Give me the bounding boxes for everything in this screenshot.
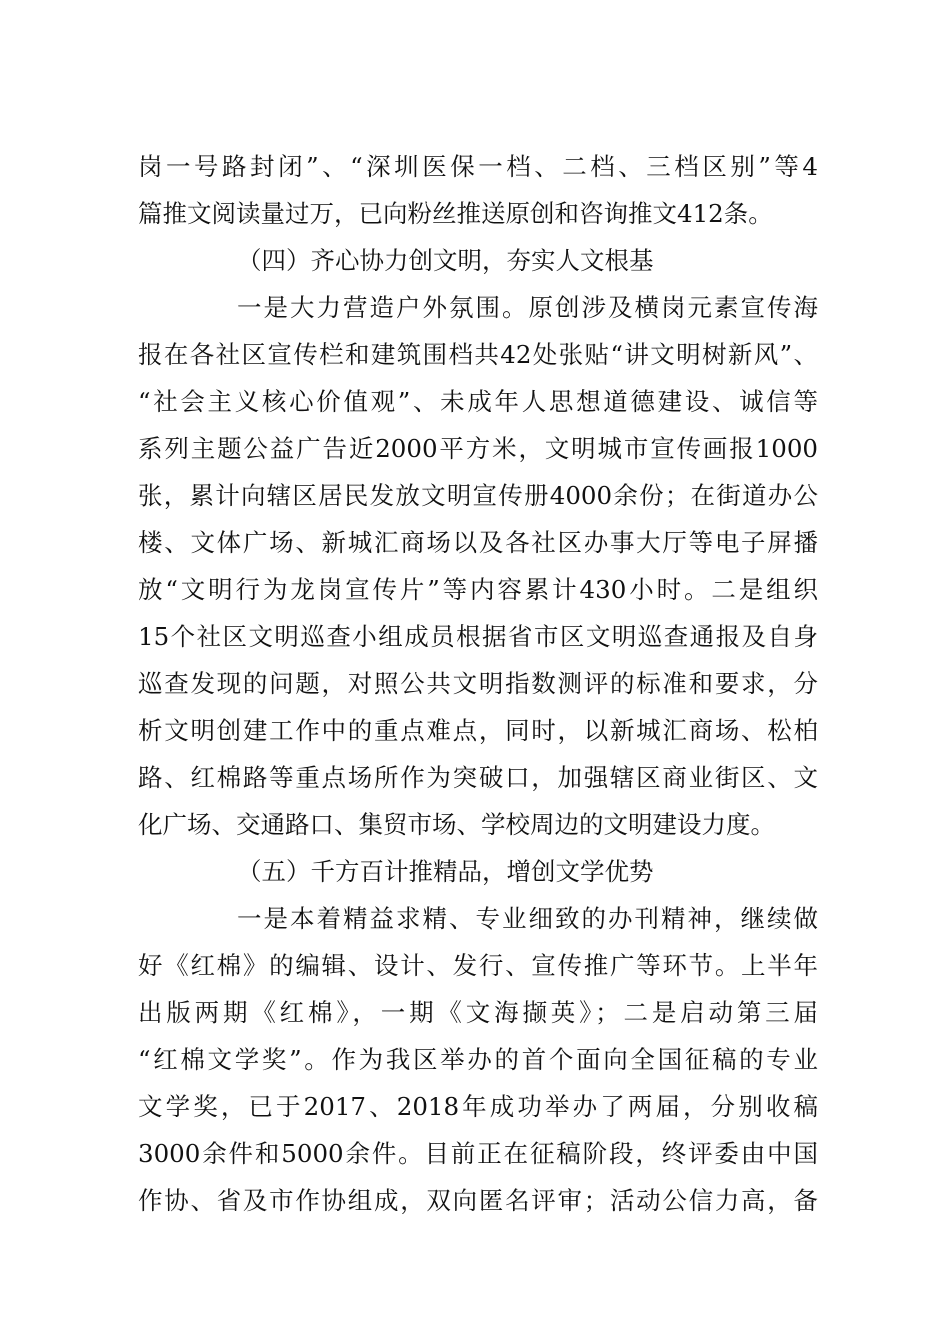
document-body bbox=[138, 143, 818, 1224]
body-line: 巡查发现的问题，对照公共文明指数测评的标准和要求，分 bbox=[138, 669, 818, 698]
body-line: 文学奖，已于2017、2018年成功举办了两届，分别收稿 bbox=[138, 1092, 818, 1121]
body-line: 路、红棉路等重点场所作为突破口，加强辖区商业街区、文 bbox=[138, 763, 818, 792]
body-line: 3000余件和5000余件。目前正在征稿阶段，终评委由中国 bbox=[138, 1139, 818, 1168]
section-heading-five: （五）千方百计推精品，增创文学优势 bbox=[237, 857, 654, 886]
body-line: 15个社区文明巡查小组成员根据省市区文明巡查通报及自身 bbox=[138, 622, 818, 651]
body-line: 放“文明行为龙岗宣传片”等内容累计430小时。二是组织 bbox=[138, 575, 818, 604]
paragraph-first-line: 一是大力营造户外氛围。原创涉及横岗元素宣传海 bbox=[237, 293, 818, 322]
paragraph-first-line: 一是本着精益求精、专业细致的办刊精神，继续做 bbox=[237, 904, 818, 933]
body-line: 好《红棉》的编辑、设计、发行、宣传推广等环节。上半年 bbox=[138, 951, 818, 980]
body-line: “社会主义核心价值观”、未成年人思想道德建设、诚信等 bbox=[138, 387, 818, 416]
body-line: 作协、省及市作协组成，双向匿名评审；活动公信力高，备 bbox=[138, 1186, 818, 1215]
body-line: 篇推文阅读量过万，已向粉丝推送原创和咨询推文412条。 bbox=[138, 199, 773, 228]
body-line: 化广场、交通路口、集贸市场、学校周边的文明建设力度。 bbox=[138, 810, 775, 839]
section-heading-four: （四）齐心协力创文明，夯实人文根基 bbox=[237, 246, 654, 275]
body-line: “红棉文学奖”。作为我区举办的首个面向全国征稿的专业 bbox=[138, 1045, 818, 1074]
body-line: 析文明创建工作中的重点难点，同时，以新城汇商场、松柏 bbox=[138, 716, 818, 745]
body-line: 系列主题公益广告近2000平方米，文明城市宣传画报1000 bbox=[138, 434, 818, 463]
body-line: 出版两期《红棉》，一期《文海撷英》；二是启动第三届 bbox=[138, 998, 818, 1027]
body-line: 张，累计向辖区居民发放文明宣传册4000余份；在街道办公 bbox=[138, 481, 818, 510]
body-line: 报在各社区宣传栏和建筑围档共42处张贴“讲文明树新风”、 bbox=[138, 340, 818, 369]
body-line: 岗一号路封闭”、“深圳医保一档、二档、三档区别”等4 bbox=[138, 152, 818, 181]
body-line: 楼、文体广场、新城汇商场以及各社区办事大厅等电子屏播 bbox=[138, 528, 818, 557]
